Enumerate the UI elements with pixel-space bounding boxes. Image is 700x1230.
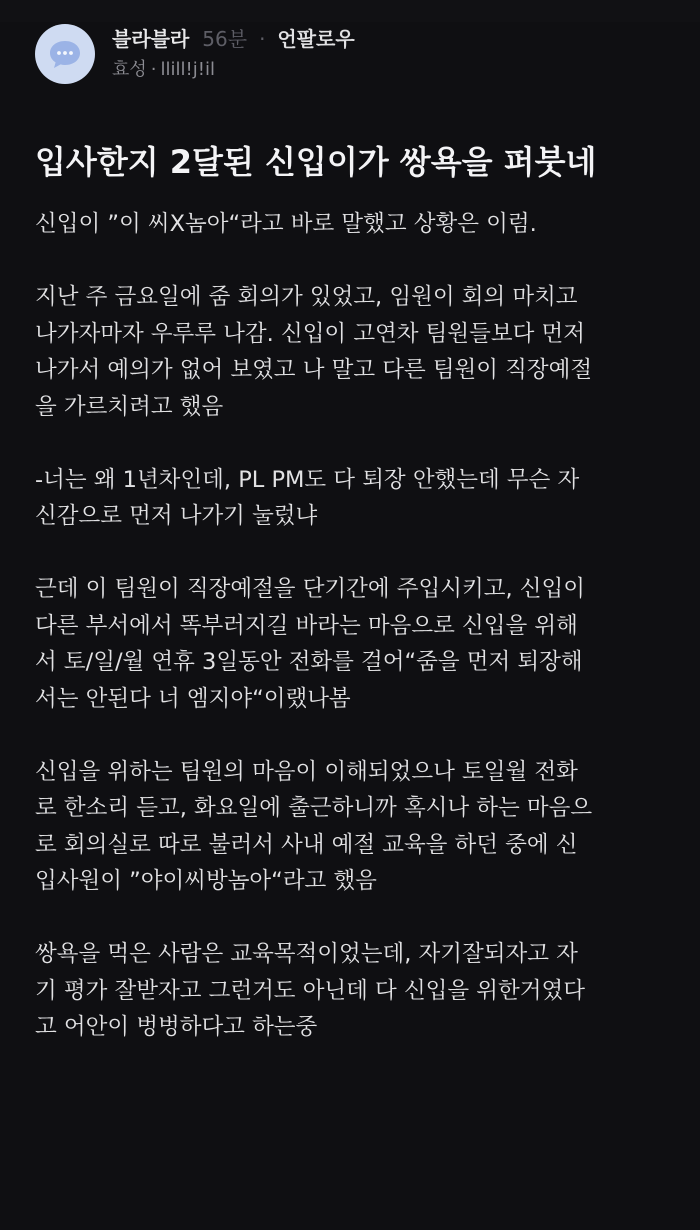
author-name[interactable]: 블라블라: [112, 27, 190, 51]
body-line: 입사원이 ”야이씨방놈아“라고 했음: [35, 868, 377, 894]
company-name: 효성: [112, 59, 147, 80]
body-line: 근데 이 팀원이 직장예절을 단기간에 주입시키고, 신입이: [35, 576, 585, 602]
body-paragraph: [35, 279, 675, 425]
post-time: 56분: [202, 27, 248, 51]
body-line: 나가서 예의가 없어 보였고 나 말고 다른 팀원이 직장예절: [35, 357, 593, 383]
nickname: llill!j!il: [160, 59, 215, 80]
avatar[interactable]: [35, 24, 95, 84]
body-line: 서는 안된다 너 엠지야“이랬나봄: [35, 685, 351, 712]
body-line: 신감으로 먼저 나가기 눌렀냐: [35, 503, 318, 529]
body-line: 고 어안이 벙벙하다고 하는중: [35, 1014, 318, 1040]
body-line: 나가자마자 우루루 나감. 신입이 고연차 팀원들보다 먼저: [35, 320, 585, 347]
chat-bubble-icon: [48, 39, 82, 69]
body-paragraph: [35, 936, 675, 1046]
post-header: [35, 24, 355, 84]
top-edge: [0, 0, 700, 22]
post-title: 입사한지 2달된 신입이가 쌍욕을 퍼붓네: [35, 143, 597, 181]
body-line: 신입이 ”이 씨X놈아“라고 바로 말했고 상황은 이럼.: [35, 211, 537, 237]
post-meta: [112, 26, 355, 82]
body-paragraph: [35, 462, 675, 535]
body-line: 지난 주 금요일에 줌 회의가 있었고, 임원이 회의 마치고: [35, 284, 578, 310]
body-paragraph: [35, 206, 675, 243]
company-row: [112, 58, 355, 82]
body-line: 로 한소리 듣고, 화요일에 출근하니까 혹시나 하는 마음으: [35, 795, 593, 821]
body-line: 서 토/일/월 연휴 3일동안 전화를 걸어“줌을 먼저 퇴장해: [35, 649, 583, 675]
post-body: [35, 206, 675, 1082]
body-line: 을 가르치려고 했음: [35, 393, 224, 420]
separator-dot: ·: [150, 59, 157, 80]
body-line: 신입을 위하는 팀원의 마음이 이해되었으나 토일월 전화: [35, 758, 578, 785]
body-line: 로 회의실로 따로 불러서 사내 예절 교육을 하던 중에 신: [35, 831, 578, 858]
body-line: 기 평가 잘받자고 그런거도 아닌데 다 신입을 위한거였다: [35, 977, 585, 1004]
body-line: 다른 부서에서 똑부러지길 바라는 마음으로 신입을 위해: [35, 612, 578, 639]
unfollow-button[interactable]: 언팔로우: [277, 27, 355, 51]
body-line: -너는 왜 1년차인데, PL PM도 다 퇴장 안했는데 무슨 자: [35, 466, 580, 493]
separator-dot: ·: [259, 27, 266, 51]
body-line: 쌍욕을 먹은 사람은 교육목적이었는데, 자기잘되자고 자: [35, 941, 578, 967]
body-paragraph: [35, 754, 675, 900]
body-paragraph: [35, 571, 675, 717]
author-row: [112, 26, 355, 52]
